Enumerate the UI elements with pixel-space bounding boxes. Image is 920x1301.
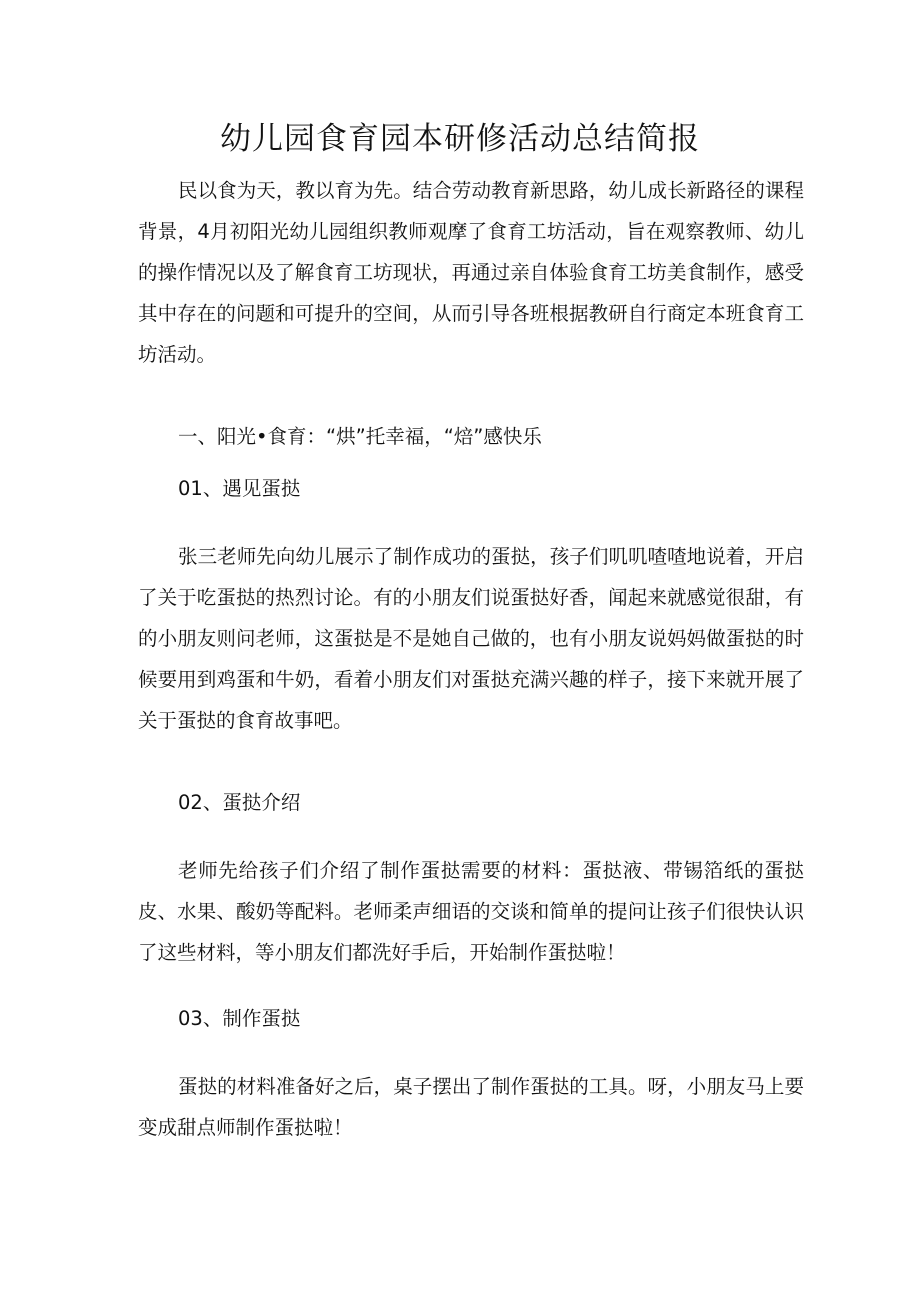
intro-paragraph: 民以食为天，教以育为先。结合劳动教育新思路，幼儿成长新路径的课程背景，4月初阳光幼儿园组织教师观摩了食育工坊活动，旨在观察教师、幼儿的操作情况以及了解食育工坊现状，再通过亲自体验食育工坊美食制作，感受其中存在的问题和可提升的空间，从而引导各班根据教研自行商定本班食育工坊活动。 bbox=[138, 179, 804, 366]
subsection-body-01: 张三老师先向幼儿展示了制作成功的蛋挞，孩子们叽叽喳喳地说着，开启了关于吃蛋挞的热烈讨论。有的小朋友们说蛋挞好香，闻起来就感觉很甜，有的小朋友则问老师，这蛋挞是不是她自己做的，也有小朋友说妈妈做蛋挞的时候要用到鸡蛋和牛奶，看着小朋友们对蛋挞充满兴趣的样子，接下来就开展了关于蛋挞的食育故事吧。 bbox=[138, 545, 804, 732]
subsection-body-02: 老师先给孩子们介绍了制作蛋挞需要的材料：蛋挞液、带锡箔纸的蛋挞皮、水果、酸奶等配料。老师柔声细语的交谈和简单的提问让孩子们很快认识了这些材料，等小朋友们都洗好手后，开始制作蛋挞啦！ bbox=[138, 859, 804, 964]
section-heading-1: 一、阳光•食育：“烘”托幸福，“焙”感快乐 bbox=[178, 425, 542, 448]
document-title: 幼儿园食育园本研修活动总结简报 bbox=[220, 121, 700, 157]
subsection-heading-01: 01、遇见蛋挞 bbox=[178, 477, 301, 500]
subsection-body-03: 蛋挞的材料准备好之后，桌子摆出了制作蛋挞的工具。呀，小朋友马上要变成甜点师制作蛋挞啦！ bbox=[138, 1075, 804, 1139]
subsection-heading-03: 03、制作蛋挞 bbox=[178, 1007, 301, 1030]
subsection-heading-02: 02、蛋挞介绍 bbox=[178, 791, 301, 814]
